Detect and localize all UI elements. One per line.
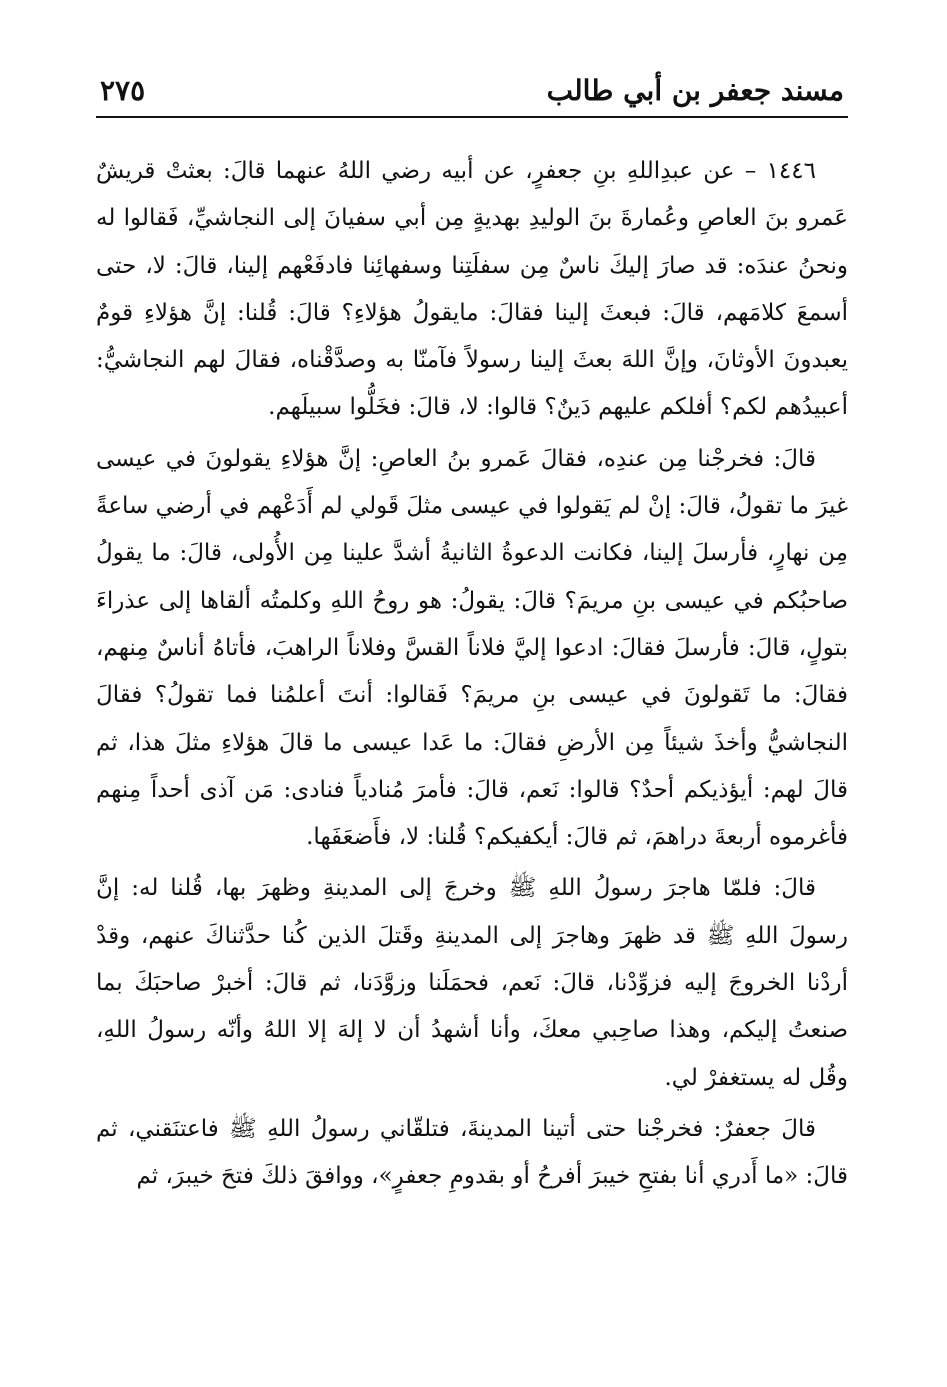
body-text [96,148,848,1201]
page-number: ٢٧٥ [100,74,146,107]
header-rule [96,116,848,118]
book-page [96,60,848,1360]
paragraph-hadith-intro: ١٤٤٦ – عن عبدِاللهِ بنِ جعفرٍ، عن أبيه رضي اللهُ عنهما قالَ: بعثتْ قريشٌ عَمرو بنَ العاصِ وعُمارةَ بنَ الوليدِ بهديةٍ مِن أبي سفيانَ إلى النجاشيِّ، فَقالوا له ونحنُ عندَه: قد صارَ إليكَ ناسٌ مِن سفلَتِنا وسفهائِنا فادفَعْهم إلينا، قالَ: لا، حتى أسمعَ كلامَهم، قالَ: فبعثَ إلينا فقالَ: مايقولُ هؤلاءِ؟ قالَ: قُلنا: إنَّ هؤلاءِ قومٌ يعبدونَ الأوثانَ، وإنَّ اللهَ بعثَ إلينا رسولاً فآمنّا به وصدَّقْناه، فقالَ لهم النجاشيُّ: أعبيدُهم لكم؟ أفلكم عليهم دَينٌ؟ قالوا: لا، قالَ: فخَلُّوا سبيلَهم. [96,158,848,421]
paragraph-hijra: قالَ: فلمّا هاجرَ رسولُ اللهِ ﷺ وخرجَ إلى المدينةِ وظهرَ بها، قُلنا له: إنَّ رسولَ اللهِ ﷺ قد ظهرَ وهاجرَ إلى المدينةِ وقَتلَ الذين كُنا حدَّثناكَ عنهم، وقدْ أردْنا الخروجَ إليه فزوِّدْنا، قالَ: نَعم، فحمَلَنا وزوَّدَنا، ثم قالَ: أخبرْ صاحبَكَ بما صنعتُ إليكم، وهذا صاحِبي معكَ، وأنا أشهدُ أن لا إلهَ إلا اللهُ وأنّه رسولُ اللهِ، وقُل له يستغفرْ لي. [96,875,848,1091]
paragraph-jafar-arrival: قالَ جعفرٌ: فخرجْنا حتى أتينا المدينةَ، فتلقّاني رسولُ اللهِ ﷺ فاعتنَقني، ثم قالَ: «ما أَدري أنا بفتحِ خيبرَ أفرحُ أو بقدومِ جعفرٍ»، ووافقَ ذلكَ فتحَ خيبرَ، ثم [96,1115,848,1190]
paragraph-isa-discussion: قالَ: فخرجْنا مِن عندِه، فقالَ عَمرو بنُ العاصِ: إنَّ هؤلاءِ يقولونَ في عيسى غيرَ ما تقولُ، قالَ: إنْ لم يَقولوا في عيسى مثلَ قَولي لم أَدَعْهم في أرضي ساعةً مِن نهارٍ، فأرسلَ إلينا، فكانت الدعوةُ الثانيةُ أشدَّ علينا مِن الأُولى، قالَ: ما يقولُ صاحبُكم في عيسى بنِ مريمَ؟ قالَ: يقولُ: هو روحُ اللهِ وكلمتُه ألقاها إلى عذراءَ بتولٍ، قالَ: فأرسلَ فقالَ: ادعوا إليَّ فلاناً القسَّ وفلاناً الراهبَ، فأتاهُ أناسٌ مِنهم، فقالَ: ما تَقولونَ في عيسى بنِ مريمَ؟ فَقالوا: أنتَ أعلمُنا فما تقولُ؟ فقالَ النجاشيُّ وأخذَ شيئاً مِن الأرضِ فقالَ: ما عَدا عيسى ما قالَ هؤلاءِ مثلَ هذا، ثم قالَ لهم: أيؤذيكم أحدٌ؟ قالوا: نَعم، قالَ: فأمرَ مُنادياً فنادى: مَن آذى أحداً مِنهم فأغرموه أربعةَ دراهمَ، ثم قالَ: أيكفيكم؟ قُلنا: لا، فأَضعَفَها. [96,445,848,851]
page-header [96,60,848,116]
running-title: مسند جعفر بن أبي طالب [546,74,844,107]
